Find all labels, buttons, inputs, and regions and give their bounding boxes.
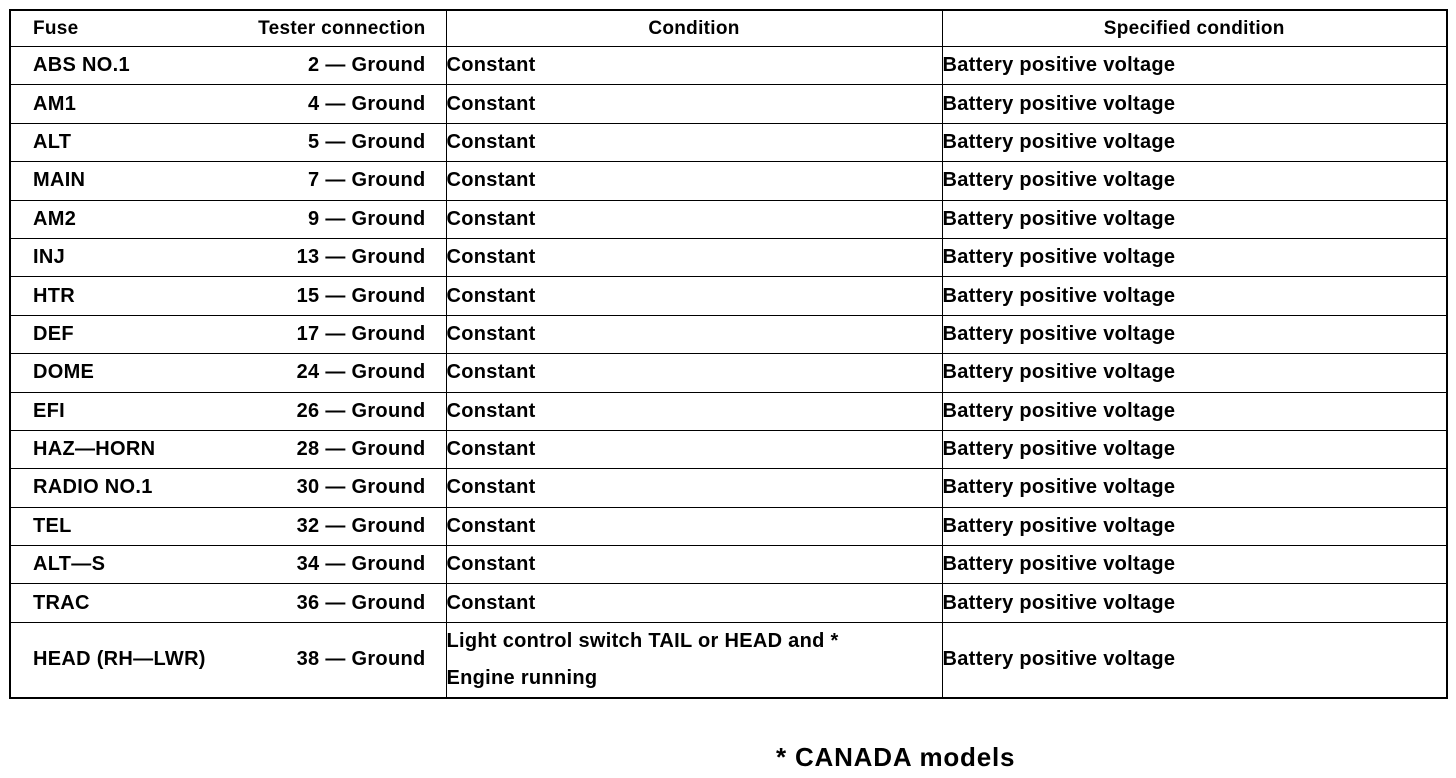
condition-cell	[446, 47, 942, 85]
table-row	[10, 315, 1447, 353]
fuse-tester-cell	[10, 162, 446, 200]
fuse-name: DEF	[33, 322, 74, 345]
fuse-tester-split	[11, 54, 446, 77]
fuse-tester-split	[11, 400, 446, 423]
fuse-name: INJ	[33, 246, 66, 269]
fuse-tester-split	[11, 246, 446, 269]
tester-connection: 28 — Ground	[296, 438, 426, 461]
fuse-tester-split	[11, 323, 446, 346]
table-row	[10, 162, 1447, 200]
fuse-name: TEL	[33, 514, 72, 537]
fuse-name: TRAC	[33, 591, 90, 614]
tester-connection: 2 — Ground	[308, 54, 426, 77]
tester-connection: 4 — Ground	[308, 92, 426, 115]
tester-connection: 26 — Ground	[296, 399, 426, 422]
condition-text: Constant	[446, 553, 536, 576]
condition-text: Engine running	[446, 666, 598, 689]
specified-condition-cell: Battery positive voltage	[942, 546, 1447, 584]
fuse-tester-cell	[10, 392, 446, 430]
fuse-tester-cell	[10, 85, 446, 123]
fuse-tester-cell	[10, 123, 446, 161]
specified-condition-cell: Battery positive voltage	[942, 507, 1447, 545]
table-header	[10, 10, 1447, 47]
specified-condition-cell: Battery positive voltage	[942, 238, 1447, 276]
fuse-tester-split	[11, 93, 446, 116]
fuse-name: ABS NO.1	[33, 54, 130, 77]
fuse-tester-split	[11, 592, 446, 615]
condition-text: Constant	[446, 207, 536, 230]
fuse-tester-cell	[10, 354, 446, 392]
table-row	[10, 238, 1447, 276]
condition-cell	[446, 354, 942, 392]
specified-condition-cell: Battery positive voltage	[942, 430, 1447, 468]
fuse-tester-cell	[10, 238, 446, 276]
condition-cell	[446, 315, 942, 353]
condition-cell	[446, 392, 942, 430]
condition-cell	[446, 85, 942, 123]
condition-cell	[446, 622, 942, 698]
condition-text: Constant	[446, 130, 536, 153]
fuse-tester-split	[11, 131, 446, 154]
fuse-tester-split	[11, 553, 446, 576]
specified-condition-cell: Battery positive voltage	[942, 584, 1447, 622]
table-row	[10, 354, 1447, 392]
tester-connection: 30 — Ground	[296, 476, 426, 499]
fuse-tester-cell	[10, 546, 446, 584]
condition-cell	[446, 162, 942, 200]
specified-condition-cell: Battery positive voltage	[942, 315, 1447, 353]
fuse-name: ALT	[33, 130, 72, 153]
header-fuse: Fuse	[33, 17, 79, 39]
tester-connection: 17 — Ground	[296, 322, 426, 345]
condition-text: Constant	[446, 284, 536, 307]
tester-connection: 38 — Ground	[296, 648, 426, 671]
specified-condition-cell: Battery positive voltage	[942, 622, 1447, 698]
table-row	[10, 469, 1447, 507]
table-body	[10, 47, 1447, 698]
footnote: * CANADA models	[776, 742, 1016, 772]
tester-connection: 15 — Ground	[296, 284, 426, 307]
fuse-tester-split	[11, 476, 446, 499]
table-row	[10, 123, 1447, 161]
fuse-tester-split	[11, 361, 446, 384]
fuse-tester-cell	[10, 584, 446, 622]
fuse-name: RADIO NO.1	[33, 476, 153, 499]
condition-text: Constant	[446, 438, 536, 461]
condition-cell	[446, 277, 942, 315]
condition-text: Light control switch TAIL or HEAD and *	[446, 629, 839, 652]
condition-text: Constant	[446, 399, 536, 422]
specified-condition-cell: Battery positive voltage	[942, 469, 1447, 507]
specified-condition-cell: Battery positive voltage	[942, 392, 1447, 430]
tester-connection: 9 — Ground	[308, 207, 426, 230]
fuse-tester-cell	[10, 469, 446, 507]
fuse-tester-split	[11, 208, 446, 231]
specified-condition-cell: Battery positive voltage	[942, 277, 1447, 315]
specified-condition-cell: Battery positive voltage	[942, 85, 1447, 123]
fuse-tester-split	[11, 515, 446, 538]
fuse-name: EFI	[33, 399, 66, 422]
fuse-tester-cell	[10, 315, 446, 353]
condition-text: Constant	[446, 476, 536, 499]
table-row	[10, 507, 1447, 545]
table-row	[10, 546, 1447, 584]
fuse-name: HAZ—HORN	[33, 438, 156, 461]
fuse-name: AM1	[33, 92, 77, 115]
fuse-tester-split	[11, 648, 446, 671]
condition-text: Constant	[446, 169, 536, 192]
specified-condition-cell: Battery positive voltage	[942, 200, 1447, 238]
condition-cell	[446, 123, 942, 161]
table-row	[10, 584, 1447, 622]
condition-cell	[446, 546, 942, 584]
condition-cell	[446, 200, 942, 238]
specified-condition-cell: Battery positive voltage	[942, 123, 1447, 161]
header-condition: Condition	[446, 10, 942, 47]
fuse-tester-cell	[10, 200, 446, 238]
header-cell-fuse-tester	[10, 10, 446, 47]
tester-connection: 5 — Ground	[308, 130, 426, 153]
tester-connection: 32 — Ground	[296, 514, 426, 537]
condition-cell	[446, 430, 942, 468]
condition-cell	[446, 507, 942, 545]
tester-connection: 36 — Ground	[296, 591, 426, 614]
table-row	[10, 392, 1447, 430]
tester-connection: 34 — Ground	[296, 553, 426, 576]
condition-text: Constant	[446, 361, 536, 384]
fuse-name: HEAD (RH—LWR)	[33, 648, 206, 671]
fuse-tester-split	[11, 285, 446, 308]
condition-text: Constant	[446, 591, 536, 614]
fuse-name: MAIN	[33, 169, 86, 192]
specified-condition-cell: Battery positive voltage	[942, 162, 1447, 200]
header-specified-condition: Specified condition	[942, 10, 1447, 47]
condition-text: Constant	[446, 246, 536, 269]
tester-connection: 24 — Ground	[296, 361, 426, 384]
fuse-tester-split	[11, 169, 446, 192]
fuse-name: ALT—S	[33, 553, 106, 576]
header-row	[10, 10, 1447, 47]
tester-connection: 7 — Ground	[308, 169, 426, 192]
fuse-tester-cell	[10, 430, 446, 468]
condition-text: Constant	[446, 514, 536, 537]
condition-cell	[446, 469, 942, 507]
table-row	[10, 200, 1447, 238]
fuse-inspection-table	[9, 9, 1448, 699]
fuse-tester-cell	[10, 622, 446, 698]
condition-cell	[446, 584, 942, 622]
tester-connection: 13 — Ground	[296, 246, 426, 269]
condition-text: Constant	[446, 92, 536, 115]
table-row	[10, 622, 1447, 698]
specified-condition-cell: Battery positive voltage	[942, 47, 1447, 85]
fuse-tester-cell	[10, 47, 446, 85]
fuse-tester-cell	[10, 507, 446, 545]
fuse-tester-cell	[10, 277, 446, 315]
fuse-tester-split	[11, 438, 446, 461]
fuse-name: HTR	[33, 284, 76, 307]
table-row	[10, 47, 1447, 85]
fuse-name: DOME	[33, 361, 95, 384]
table-row	[10, 277, 1447, 315]
condition-cell	[446, 238, 942, 276]
specified-condition-cell: Battery positive voltage	[942, 354, 1447, 392]
table-row	[10, 430, 1447, 468]
header-tester-connection: Tester connection	[258, 17, 426, 39]
fuse-name: AM2	[33, 207, 77, 230]
condition-text: Constant	[446, 54, 536, 77]
table-row	[10, 85, 1447, 123]
condition-text: Constant	[446, 322, 536, 345]
